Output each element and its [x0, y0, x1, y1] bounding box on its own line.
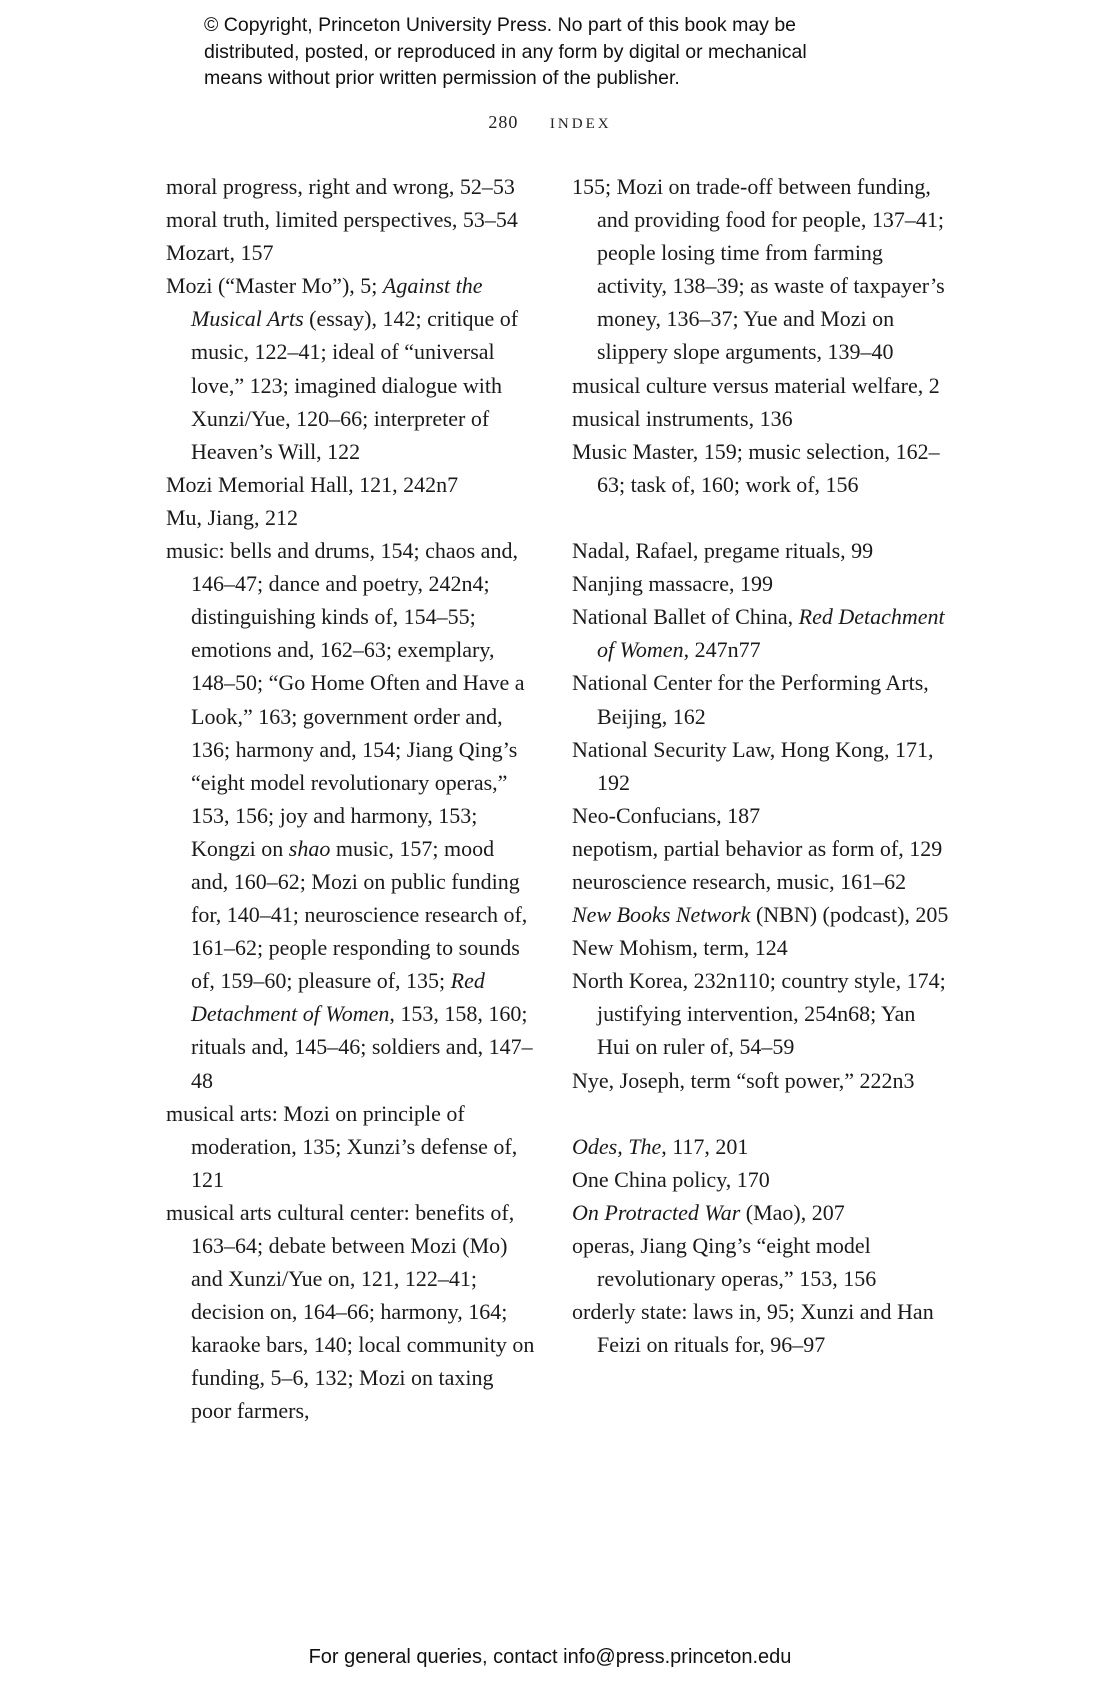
running-head [0, 112, 1100, 133]
index-entry: National Security Law, Hong Kong, 171, 192 [572, 736, 934, 795]
index-entry: Nadal, Rafael, pregame rituals, 99 [572, 538, 874, 564]
copyright-line: distributed, posted, or reproduced in any form by digital or mechanical [204, 40, 807, 63]
index-entry: musical culture versus material welfare, 2 [572, 372, 940, 398]
index-entry: musical arts cultural center: benefits of, 163–64; debate between Mozi (Mo) and Xunzi/Yue on, 121, 122–41; decision on, 164–66; harmony, 164; karaoke bars, 140; local community on funding, 5–6, 132; Mozi on taxing poor farmers, [166, 1199, 535, 1424]
copyright-notice [204, 12, 924, 92]
index-entry: New Books Network (NBN) (podcast), 205 [572, 902, 949, 928]
index-entry: moral progress, right and wrong, 52–53 [166, 174, 515, 199]
index-entry: National Center for the Performing Arts, Beijing, 162 [572, 670, 929, 729]
index-entry: Nye, Joseph, term “soft power,” 222n3 [572, 1067, 915, 1093]
letter-gap [572, 1097, 952, 1130]
index-entry: One China policy, 170 [572, 1166, 770, 1192]
copyright-line: © Copyright, Princeton University Press. No part of this book may be [204, 14, 797, 36]
index-entry: Nanjing massacre, 199 [572, 571, 773, 597]
index-entry: New Mohism, term, 124 [572, 935, 788, 961]
index-entry: Mu, Jiang, 212 [166, 504, 298, 530]
index-entry: Music Master, 159; music selection, 162–63; task of, 160; work of, 156 [572, 438, 940, 497]
letter-gap [572, 501, 952, 534]
index-entry: Mozart, 157 [166, 240, 274, 266]
index-entry: orderly state: laws in, 95; Xunzi and Han Feizi on rituals for, 96–97 [572, 1299, 934, 1358]
index-column-left [166, 170, 536, 1428]
index-entry: moral truth, limited perspectives, 53–54 [166, 207, 518, 233]
footer-contact: For general queries, contact info@press.princeton.edu [308, 1646, 792, 1668]
index-entry: music: bells and drums, 154; chaos and, 146–47; dance and poetry, 242n4; distinguishing kinds of, 154–55; emotions and, 162–63; exemplary, 148–50; “Go Home Often and Have a Look,” 163; government order and, 136; harmony and, 154; Jiang Qing’s “eight model revolutionary operas,” 153, 156; joy and harmony, 153; Kongzi on shao music, 157; mood and, 160–62; Mozi on public funding for, 140–41; neuroscience research of, 161–62; people responding to sounds of, 159–60; pleasure of, 135; Red Detachment of Women, 153, 158, 160; rituals and, 145–46; soldiers and, 147–48 [166, 538, 533, 1093]
index-entry: Mozi Memorial Hall, 121, 242n7 [166, 471, 459, 497]
index-entry: neuroscience research, music, 161–62 [572, 868, 907, 894]
index-entry: Mozi (“Master Mo”), 5; Against the Musical Arts (essay), 142; critique of music, 122–41; ideal of “universal love,” 123; imagined dialogue with Xunzi/Yue, 120–66; interpreter of Heaven’s Will, 122 [166, 273, 519, 464]
index-entry: operas, Jiang Qing’s “eight model revolutionary operas,” 153, 156 [572, 1233, 877, 1292]
index-entry: On Protracted War (Mao), 207 [572, 1199, 845, 1225]
page-number: 280 [488, 112, 519, 132]
index-entry: National Ballet of China, Red Detachment of Women, 247n77 [572, 604, 945, 663]
section-title: INDEX [549, 116, 612, 132]
index-entry: North Korea, 232n110; country style, 174; justifying intervention, 254n68; Yan Hui on ruler of, 54–59 [572, 968, 946, 1060]
index-entry-continued: 155; Mozi on trade-off between funding, and providing food for people, 137–41; people losing time from farming activity, 138–39; as waste of taxpayer’s money, 136–37; Yue and Mozi on slippery slope arguments, 139–40 [572, 174, 945, 365]
index-entry: musical instruments, 136 [572, 405, 793, 431]
index-column-right [572, 170, 952, 1361]
index-entry: nepotism, partial behavior as form of, 129 [572, 835, 943, 861]
index-entry: musical arts: Mozi on principle of moderation, 135; Xunzi’s defense of, 121 [166, 1100, 518, 1192]
index-entry: Odes, The, 117, 201 [572, 1133, 749, 1159]
copyright-line: means without prior written permission of the publisher. [204, 67, 680, 89]
index-entry: Neo-Confucians, 187 [572, 802, 761, 828]
